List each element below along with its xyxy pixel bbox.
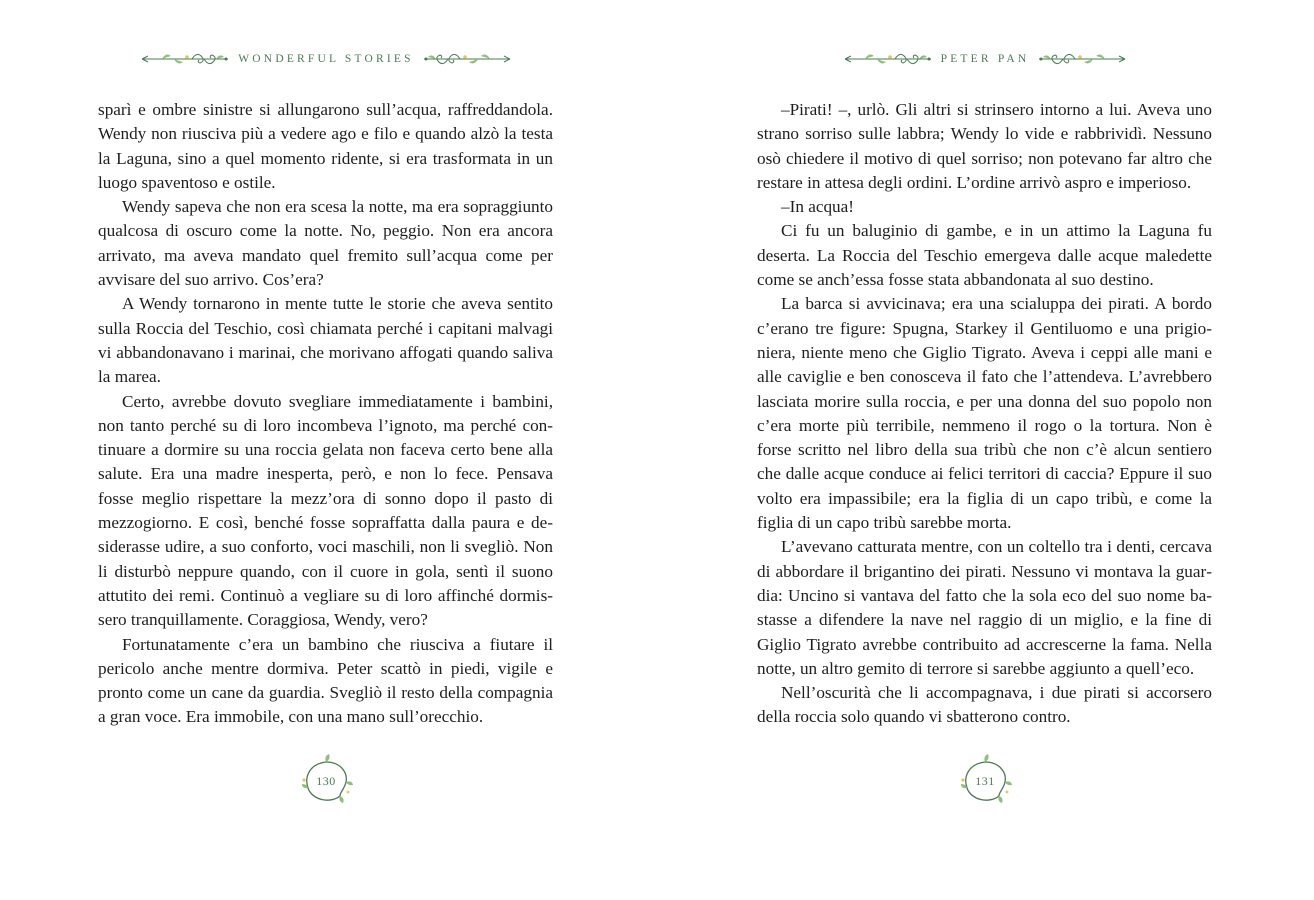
header-title: WONDERFUL STORIES xyxy=(238,53,414,65)
paragraph: Nell’oscurità che li accompagnava, i due pirati si accorsero della roccia solo quando vi sbatterono contro. xyxy=(757,683,1212,727)
right-page xyxy=(657,0,1314,900)
running-header xyxy=(840,48,1130,70)
paragraph: La barca si avvicinava; era una scialuppa dei pirati. A bordo c’erano tre figure: Spugna, Starkey il Gentiluomo e una prigioniera, niente meno che Giglio Tigrato. Aveva i ceppi alle mani e alle caviglie e ben conosceva il fato che l’attendeva. L’avrebbero lasciata morire sulla roccia, e per una donna del suo popolo non c’era morte più terribile, nemmeno il rogo o la tortura. Non è forse scritto nel libro della sua tribù che non c’è alcun sentiero che dalle acque conduce ai felici territori di caccia? Eppure il suo volto era impassibile; era la figlia di un capo tribù, e come la figlia di un capo tribù sarebbe morta. xyxy=(757,294,1212,533)
paragraph: Ci fu un baluginio di gambe, e in un attimo la Laguna fu deserta. La Roccia del Teschio emergeva dalle acque maledette come se anch’essa fosse stata abbandonata al suo destino. xyxy=(757,221,1212,290)
page-number-badge xyxy=(955,752,1015,808)
vine-ornament-icon xyxy=(843,51,933,67)
page-number: 131 xyxy=(975,774,995,788)
header-title: PETER PAN xyxy=(940,53,1030,65)
body-text xyxy=(98,98,553,730)
paragraph: –Pirati! –, urlò. Gli altri si strinsero intorno a lui. Aveva uno strano sorriso sulle labbra; Wendy lo vide e rabbrividì. Nessuno osò chiedere il motivo di quel sorriso; non potevano far altro che restare in attesa degli ordini. L’ordine arrivò aspro e imperioso. xyxy=(757,100,1212,192)
paragraph: Fortunatamente c’era un bambino che riusciva a fiutare il pericolo anche mentre dormiva. Peter scattò in piedi, vigile e pronto come un cane da guardia. Svegliò il resto della compagnia a gran voce. Era immobile, con una mano sull’orecchio. xyxy=(98,634,553,727)
vine-ornament-icon xyxy=(140,51,230,67)
body-text xyxy=(757,98,1212,730)
page-number-badge xyxy=(296,752,356,808)
paragraph: A Wendy tornarono in mente tutte le storie che aveva sentito sulla Roccia del Teschio, così chiamata perché i capitani malvagi vi abbandonavano i marinai, che morivano affogati quando saliva la marea. xyxy=(98,294,553,387)
vine-ornament-icon xyxy=(1037,51,1127,67)
paragraph: sparì e ombre sinistre si allungarono sull’acqua, raffreddandola. Wendy non riusciva più a vedere ago e filo e quando alzò la testa la Laguna, sino a quel momento ridente, si era trasformata in un luogo spaventoso e ostile. xyxy=(98,100,553,192)
vine-ornament-icon xyxy=(422,51,512,67)
running-header xyxy=(140,48,512,70)
paragraph: Wendy sapeva che non era scesa la notte, ma era sopraggiunto qualcosa di oscuro come la notte. No, peggio. Non era ancora arrivato, ma aveva mandato quel fremito sull’acqua come per avvisare del suo arrivo. Cos’era? xyxy=(98,197,553,290)
paragraph: Certo, avrebbe dovuto svegliare immediatamente i bambini, non tanto perché su di loro incombeva l’ignoto, ma perché continuare a dormire su una roccia gelata non faceva certo bene alla salute. Era una madre inesperta, però, e non lo fece. Pensava fosse meglio rispettare la mezz’ora di sonno dopo il pasto di mezzogiorno. E così, benché fosse sopraffatta dalla paura e desiderasse udire, a suo conforto, voci maschili, non li svegliò. Non li disturbò neppure quando, con il cuore in gola, sentì il suono attutito dei remi. Continuò a vegliare su di loro affinché dormissero tranquillamente. Coraggiosa, Wendy, vero? xyxy=(98,391,553,630)
paragraph: –In acqua! xyxy=(781,197,855,217)
paragraph: L’avevano catturata mentre, con un coltello tra i denti, cercava di abbordare il brigantino dei pirati. Nessuno vi montava la guardia: Uncino si vantava del fatto che la sola eco del suo nome bastasse a difendere la nave nel raggio di un miglio, e la fine di Giglio Tigrato avrebbe contribuito ad accrescerne la fama. Nella notte, un altro gemito di terrore si sarebbe aggiunto a quell’eco. xyxy=(757,537,1212,678)
page-number: 130 xyxy=(316,774,336,788)
